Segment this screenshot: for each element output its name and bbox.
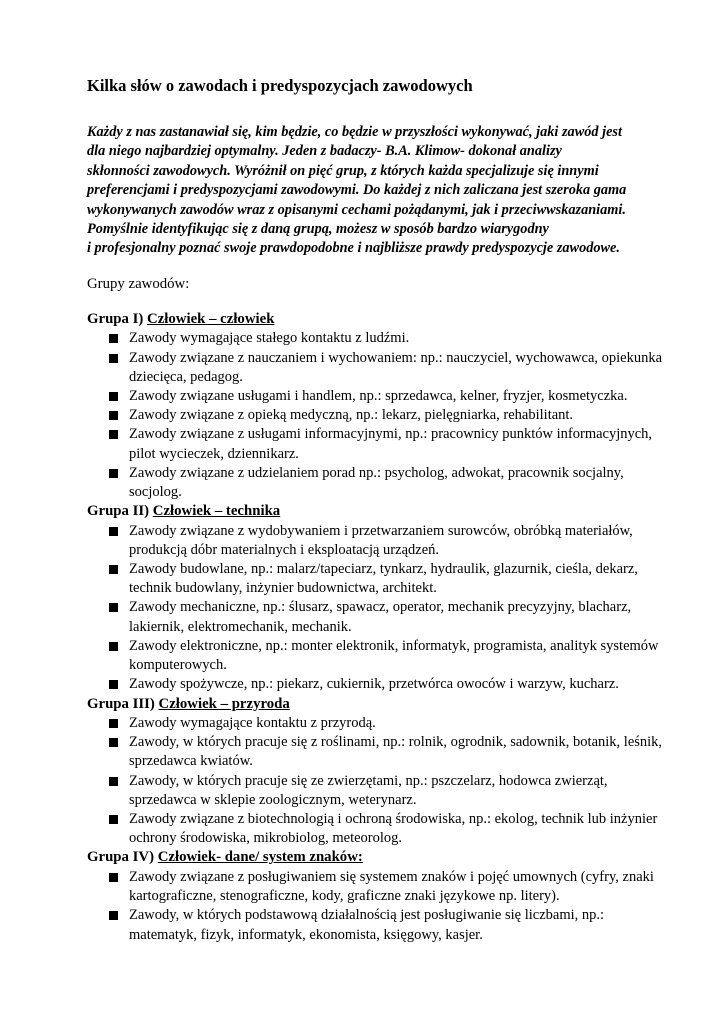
group-section-4 bbox=[87, 848, 665, 944]
list-item bbox=[87, 675, 665, 694]
square-bullet-icon bbox=[109, 334, 118, 343]
list-item bbox=[87, 387, 665, 406]
group-name: Człowiek – przyroda bbox=[158, 695, 290, 712]
intro-line: wykonywanych zawodów wraz z opisanymi cechami pożądanymi, jak i przeciwwskazaniami. bbox=[87, 201, 626, 218]
group-heading bbox=[87, 695, 665, 715]
list-item bbox=[87, 329, 665, 348]
list-item-text: Zawody związane z nauczaniem i wychowaniem: np.: nauczyciel, wychowawca, opiekunka dziecięca, pedagog. bbox=[129, 349, 663, 385]
square-bullet-icon bbox=[109, 873, 118, 882]
group-name: Człowiek – technika bbox=[152, 503, 281, 520]
list-item-text: Zawody związane z biotechnologią i ochroną środowiska, np.: ekolog, technik lub inżynier ochrony środowiska, mikrobiolog, meteorolog. bbox=[129, 811, 658, 847]
list-item bbox=[87, 637, 665, 675]
group-name: Człowiek- dane/ system znaków: bbox=[157, 849, 363, 866]
square-bullet-icon bbox=[109, 719, 118, 728]
group-prefix: Grupa II) bbox=[87, 503, 150, 520]
square-bullet-icon bbox=[109, 642, 118, 651]
list-item-text: Zawody mechaniczne, np.: ślusarz, spawacz, operator, mechanik precyzyjny, blacharz, lakiernik, elektromechanik, mechanik. bbox=[129, 599, 632, 635]
group-heading bbox=[87, 848, 665, 868]
list-item bbox=[87, 906, 665, 944]
intro-line: skłonności zawodowych. Wyróżnił on pięć grup, z których każda specjalizuje się innymi bbox=[87, 162, 599, 179]
list-item bbox=[87, 598, 665, 636]
group-item-list bbox=[87, 868, 665, 945]
list-item bbox=[87, 425, 665, 463]
square-bullet-icon bbox=[109, 603, 118, 612]
list-item bbox=[87, 464, 665, 502]
list-item bbox=[87, 868, 665, 906]
list-item bbox=[87, 733, 665, 771]
square-bullet-icon bbox=[109, 911, 118, 920]
list-item-text: Zawody wymagające stałego kontaktu z ludźmi. bbox=[129, 330, 410, 347]
list-item-text: Zawody, w których pracuje się z roślinami, np.: rolnik, ogrodnik, sadownik, botanik, leśnik, sprzedawca kwiatów. bbox=[129, 734, 663, 770]
list-item-text: Zawody spożywcze, np.: piekarz, cukiernik, przetwórca owoców i warzyw, kucharz. bbox=[129, 676, 619, 693]
list-item-text: Zawody związane z wydobywaniem i przetwarzaniem surowców, obróbką materiałów, produkcją dóbr materialnych i eksploatacją urządzeń. bbox=[129, 522, 633, 558]
group-section-3 bbox=[87, 695, 665, 849]
list-item-text: Zawody związane z opieką medyczną, np.: lekarz, pielęgniarka, rehabilitant. bbox=[129, 407, 574, 424]
square-bullet-icon bbox=[109, 527, 118, 536]
square-bullet-icon bbox=[109, 815, 118, 824]
list-item bbox=[87, 714, 665, 733]
list-item-text: Zawody związane z udzielaniem porad np.: psycholog, adwokat, pracownik socjalny, socjolog. bbox=[129, 464, 624, 500]
group-prefix: Grupa IV) bbox=[87, 849, 155, 866]
square-bullet-icon bbox=[109, 565, 118, 574]
list-item bbox=[87, 772, 665, 810]
square-bullet-icon bbox=[109, 430, 118, 439]
list-item bbox=[87, 810, 665, 848]
intro-line: i profesjonalny poznać swoje prawdopodobne i najbliższe prawdy predyspozycje zawodowe. bbox=[87, 240, 620, 257]
intro-line: Pomyślnie identyfikując się z daną grupą, możesz w sposób bardzo wiarygodny bbox=[87, 221, 549, 238]
list-item bbox=[87, 522, 665, 560]
group-item-list bbox=[87, 714, 665, 848]
list-item-text: Zawody budowlane, np.: malarz/tapeciarz, tynkarz, hydraulik, glazurnik, cieśla, dekarz, technik budowlany, inżynier budownictwa, architekt. bbox=[129, 561, 638, 597]
list-item-text: Zawody wymagające kontaktu z przyrodą. bbox=[129, 715, 376, 731]
group-prefix: Grupa I) bbox=[87, 310, 144, 327]
group-section-1 bbox=[87, 310, 665, 502]
list-item-text: Zawody, w których podstawową działalnością jest posługiwanie się liczbami, np.: matematyk, fizyk, informatyk, ekonomista, księgowy, kasjer. bbox=[129, 907, 605, 943]
group-item-list bbox=[87, 522, 665, 695]
group-heading bbox=[87, 502, 665, 522]
groups-label: Grupy zawodów: bbox=[87, 275, 190, 292]
intro-line: preferencjami i predyspozycjami zawodowymi. Do każdej z nich zaliczana jest szeroka gama bbox=[87, 182, 627, 199]
list-item-text: Zawody, w których pracuje się ze zwierzętami, np.: pszczelarz, hodowca zwierząt, sprzedawca w sklepie zoologicznym, weterynarz. bbox=[129, 772, 608, 808]
list-item bbox=[87, 560, 665, 598]
square-bullet-icon bbox=[109, 411, 118, 420]
group-name: Człowiek – człowiek bbox=[147, 310, 275, 327]
list-item-text: Zawody elektroniczne, np.: monter elektronik, informatyk, programista, analityk systemów komputerowych. bbox=[129, 637, 659, 674]
list-item bbox=[87, 406, 665, 425]
list-item-text: Zawody związane z posługiwaniem się systemem znaków i pojęć umownych (cyfry, znaki kartograficzne, stenograficzne, kody, graficzne znaki językowe np. litery). bbox=[129, 868, 654, 905]
group-section-2 bbox=[87, 502, 665, 694]
list-item bbox=[87, 349, 665, 387]
square-bullet-icon bbox=[109, 777, 118, 786]
list-item-text: Zawody związane usługami i handlem, np.: sprzedawca, kelner, fryzjer, kosmetyczka. bbox=[129, 387, 628, 404]
square-bullet-icon bbox=[109, 354, 118, 363]
intro-paragraph bbox=[87, 123, 665, 259]
square-bullet-icon bbox=[109, 680, 118, 689]
intro-line: Każdy z nas zastanawiał się, kim będzie, co będzie w przyszłości wykonywać, jaki zawód jest bbox=[87, 124, 622, 140]
group-heading bbox=[87, 310, 665, 330]
group-prefix: Grupa III) bbox=[87, 695, 155, 712]
list-item-text: Zawody związane z usługami informacyjnymi, np.: pracownicy punktów informacyjnych, pilot wycieczek, dziennikarz. bbox=[129, 426, 653, 462]
square-bullet-icon bbox=[109, 738, 118, 747]
intro-line: dla niego najbardziej optymalny. Jeden z badaczy- B.A. Klimow- dokonał analizy bbox=[87, 143, 562, 160]
document-title: Kilka słów o zawodach i predyspozycjach zawodowych bbox=[87, 76, 473, 95]
square-bullet-icon bbox=[109, 469, 118, 478]
group-item-list bbox=[87, 329, 665, 502]
square-bullet-icon bbox=[109, 392, 118, 401]
